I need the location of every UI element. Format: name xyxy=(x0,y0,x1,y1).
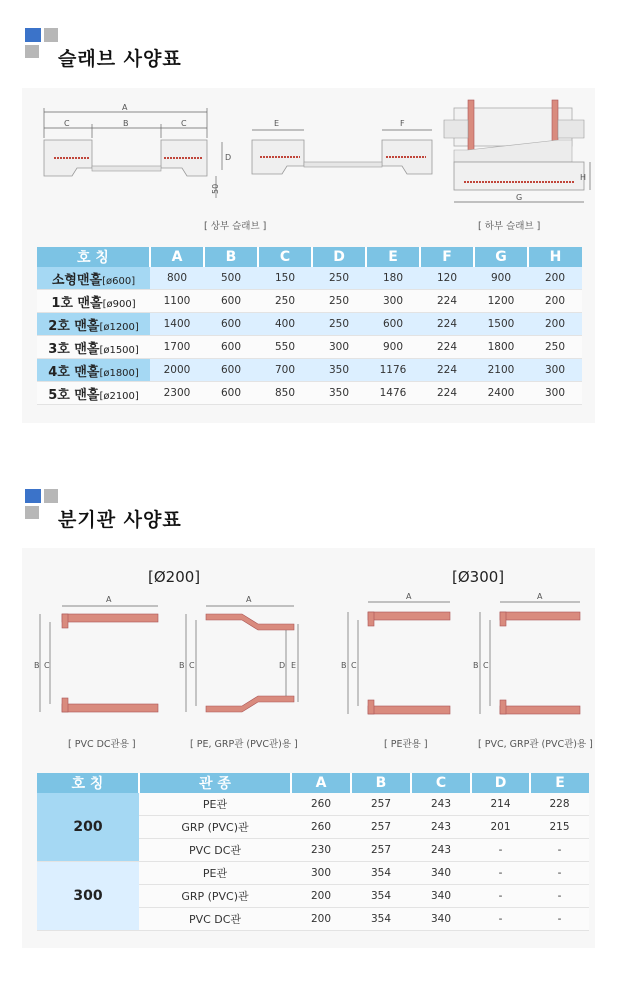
cell: 260 xyxy=(291,793,351,816)
cell: 180 xyxy=(366,267,420,290)
row-name: 5호 맨홀[ø2100] xyxy=(37,382,150,405)
dim-label-D: D xyxy=(225,153,232,162)
cell: - xyxy=(530,839,589,862)
dim-label-B: B xyxy=(341,661,347,670)
dim-label-D: D xyxy=(279,661,286,670)
cell: 300 xyxy=(291,862,351,885)
pipe-caption-4: [ PVC, GRP관 (PVC관)용 ] xyxy=(478,739,593,750)
row-name: 3호 맨홀[ø1500] xyxy=(37,336,150,359)
cell: 350 xyxy=(312,359,366,382)
cell: 200 xyxy=(528,267,582,290)
cell: 228 xyxy=(530,793,589,816)
col-header-B: B xyxy=(351,773,411,793)
slab-header-row xyxy=(37,247,582,267)
dim-label-B: B xyxy=(179,661,185,670)
col-header-size: 호 칭 xyxy=(37,773,139,793)
cell: 230 xyxy=(291,839,351,862)
cell: 300 xyxy=(528,382,582,405)
cell: - xyxy=(471,862,530,885)
col-header-B: B xyxy=(204,247,258,267)
cell: 2400 xyxy=(474,382,528,405)
cell: 354 xyxy=(351,862,411,885)
dim-label-A: A xyxy=(122,103,128,112)
cell: 600 xyxy=(204,336,258,359)
cell: 300 xyxy=(312,336,366,359)
col-header-C: C xyxy=(258,247,312,267)
col-header-F: F xyxy=(420,247,474,267)
cell: 850 xyxy=(258,382,312,405)
dim-label-C: C xyxy=(351,661,357,670)
cell: 1500 xyxy=(474,313,528,336)
cell: 120 xyxy=(420,267,474,290)
table-row xyxy=(37,359,582,382)
row-name: 소형맨홀[ø600] xyxy=(37,267,150,290)
cell: 350 xyxy=(312,382,366,405)
variant-label-300: [Ø300] xyxy=(452,568,505,586)
cell: 700 xyxy=(258,359,312,382)
upper-slab-section xyxy=(44,103,231,198)
cell: 600 xyxy=(366,313,420,336)
cell: 250 xyxy=(312,267,366,290)
col-header-H: H xyxy=(528,247,582,267)
lower-slab-caption: [ 하부 슬래브 ] xyxy=(478,221,541,232)
cell: 1476 xyxy=(366,382,420,405)
cell: 600 xyxy=(204,313,258,336)
table-row xyxy=(37,267,582,290)
col-header-C: C xyxy=(411,773,471,793)
cell: 340 xyxy=(411,908,471,931)
branch-diagram xyxy=(22,590,595,730)
cell: - xyxy=(471,885,530,908)
cell: 1176 xyxy=(366,359,420,382)
cell: 1100 xyxy=(150,290,204,313)
cell-kind: GRP (PVC)관 xyxy=(139,816,291,839)
cell: 201 xyxy=(471,816,530,839)
cell: 1700 xyxy=(150,336,204,359)
cell: 214 xyxy=(471,793,530,816)
cell: 243 xyxy=(411,816,471,839)
cell: 600 xyxy=(204,290,258,313)
col-header-A: A xyxy=(291,773,351,793)
cell: 250 xyxy=(258,290,312,313)
dim-label-C: C xyxy=(44,661,50,670)
cell: - xyxy=(530,862,589,885)
col-header-kind: 관 종 xyxy=(139,773,291,793)
col-header-D: D xyxy=(471,773,530,793)
cell: 200 xyxy=(291,908,351,931)
col-header-A: A xyxy=(150,247,204,267)
cell-kind: GRP (PVC)관 xyxy=(139,885,291,908)
pipe-pvc-grp-300 xyxy=(473,592,580,714)
cell: 500 xyxy=(204,267,258,290)
cell: 243 xyxy=(411,793,471,816)
cell: 2300 xyxy=(150,382,204,405)
lower-slab-section xyxy=(444,100,590,202)
cell-kind: PVC DC관 xyxy=(139,908,291,931)
cell: 400 xyxy=(258,313,312,336)
col-header-E: E xyxy=(366,247,420,267)
slab-section-title: 슬래브 사양표 xyxy=(58,48,182,70)
dim-label-E: E xyxy=(291,661,297,670)
col-header-G: G xyxy=(474,247,528,267)
branch-header-row xyxy=(37,773,589,793)
dim-label-C-left: C xyxy=(64,119,70,128)
row-name: 1호 맨홀[ø900] xyxy=(37,290,150,313)
cell: 224 xyxy=(420,336,474,359)
cell: 800 xyxy=(150,267,204,290)
dim-label-B: B xyxy=(473,661,479,670)
branch-spec-table xyxy=(37,773,589,931)
pipe-pvc-dc xyxy=(34,595,158,712)
dim-label-A: A xyxy=(537,592,543,601)
cell: 260 xyxy=(291,816,351,839)
row-name: 2호 맨홀[ø1200] xyxy=(37,313,150,336)
cell: 224 xyxy=(420,359,474,382)
cell: 340 xyxy=(411,885,471,908)
cell: - xyxy=(530,908,589,931)
table-row xyxy=(37,290,582,313)
cell: 257 xyxy=(351,793,411,816)
cell: 340 xyxy=(411,862,471,885)
dim-label-B: B xyxy=(34,661,40,670)
table-row xyxy=(37,793,589,816)
dim-label-C: C xyxy=(189,661,195,670)
dim-label-C: C xyxy=(483,661,489,670)
cell: 150 xyxy=(258,267,312,290)
cell: - xyxy=(530,885,589,908)
dim-label-A: A xyxy=(106,595,112,604)
dim-label-A: A xyxy=(406,592,412,601)
cell: 257 xyxy=(351,839,411,862)
dim-label-E: E xyxy=(274,119,280,128)
dim-label-F: F xyxy=(400,119,405,128)
cell: 257 xyxy=(351,816,411,839)
cell: 224 xyxy=(420,290,474,313)
cell: - xyxy=(471,908,530,931)
cell: 354 xyxy=(351,885,411,908)
group-size: 200 xyxy=(37,793,139,862)
table-row xyxy=(37,336,582,359)
cell: 550 xyxy=(258,336,312,359)
col-header-name: 호 칭 xyxy=(37,247,150,267)
cell: 200 xyxy=(528,290,582,313)
cell: 1200 xyxy=(474,290,528,313)
col-header-D: D xyxy=(312,247,366,267)
pipe-caption-2: [ PE, GRP관 (PVC관)용 ] xyxy=(190,739,298,750)
upper-slab-plan xyxy=(252,119,432,174)
upper-slab-caption: [ 상부 슬래브 ] xyxy=(204,221,267,232)
pipe-pe-300 xyxy=(341,592,450,714)
dim-label-G: G xyxy=(516,193,523,202)
cell: 250 xyxy=(528,336,582,359)
table-row xyxy=(37,313,582,336)
cell: 600 xyxy=(204,359,258,382)
col-header-E: E xyxy=(530,773,589,793)
cell: 200 xyxy=(528,313,582,336)
row-name: 4호 맨홀[ø1800] xyxy=(37,359,150,382)
dim-label-H: H xyxy=(580,173,587,182)
pipe-caption-3: [ PE관용 ] xyxy=(384,739,428,750)
cell: 900 xyxy=(366,336,420,359)
cell: 900 xyxy=(474,267,528,290)
cell: 215 xyxy=(530,816,589,839)
cell: 243 xyxy=(411,839,471,862)
cell: 250 xyxy=(312,290,366,313)
cell-kind: PVC DC관 xyxy=(139,839,291,862)
cell-kind: PE관 xyxy=(139,793,291,816)
group-size: 300 xyxy=(37,862,139,931)
cell-kind: PE관 xyxy=(139,862,291,885)
cell: 224 xyxy=(420,313,474,336)
cell: 1400 xyxy=(150,313,204,336)
cell: - xyxy=(471,839,530,862)
cell: 2000 xyxy=(150,359,204,382)
pipe-caption-1: [ PVC DC관용 ] xyxy=(68,739,136,750)
table-row xyxy=(37,382,582,405)
cell: 300 xyxy=(528,359,582,382)
dim-label-A: A xyxy=(246,595,252,604)
dim-label-C-right: C xyxy=(181,119,187,128)
cell: 1800 xyxy=(474,336,528,359)
cell: 600 xyxy=(204,382,258,405)
cell: 200 xyxy=(291,885,351,908)
cell: 250 xyxy=(312,313,366,336)
slab-spec-table xyxy=(37,247,582,405)
cell: 2100 xyxy=(474,359,528,382)
cell: 224 xyxy=(420,382,474,405)
dim-label-50: 50 xyxy=(211,183,220,194)
cell: 300 xyxy=(366,290,420,313)
branch-section-title: 분기관 사양표 xyxy=(58,509,182,531)
pipe-pe-grp xyxy=(179,595,298,712)
cell: 354 xyxy=(351,908,411,931)
table-row xyxy=(37,862,589,885)
variant-label-200: [Ø200] xyxy=(148,568,201,586)
dim-label-B: B xyxy=(123,119,129,128)
